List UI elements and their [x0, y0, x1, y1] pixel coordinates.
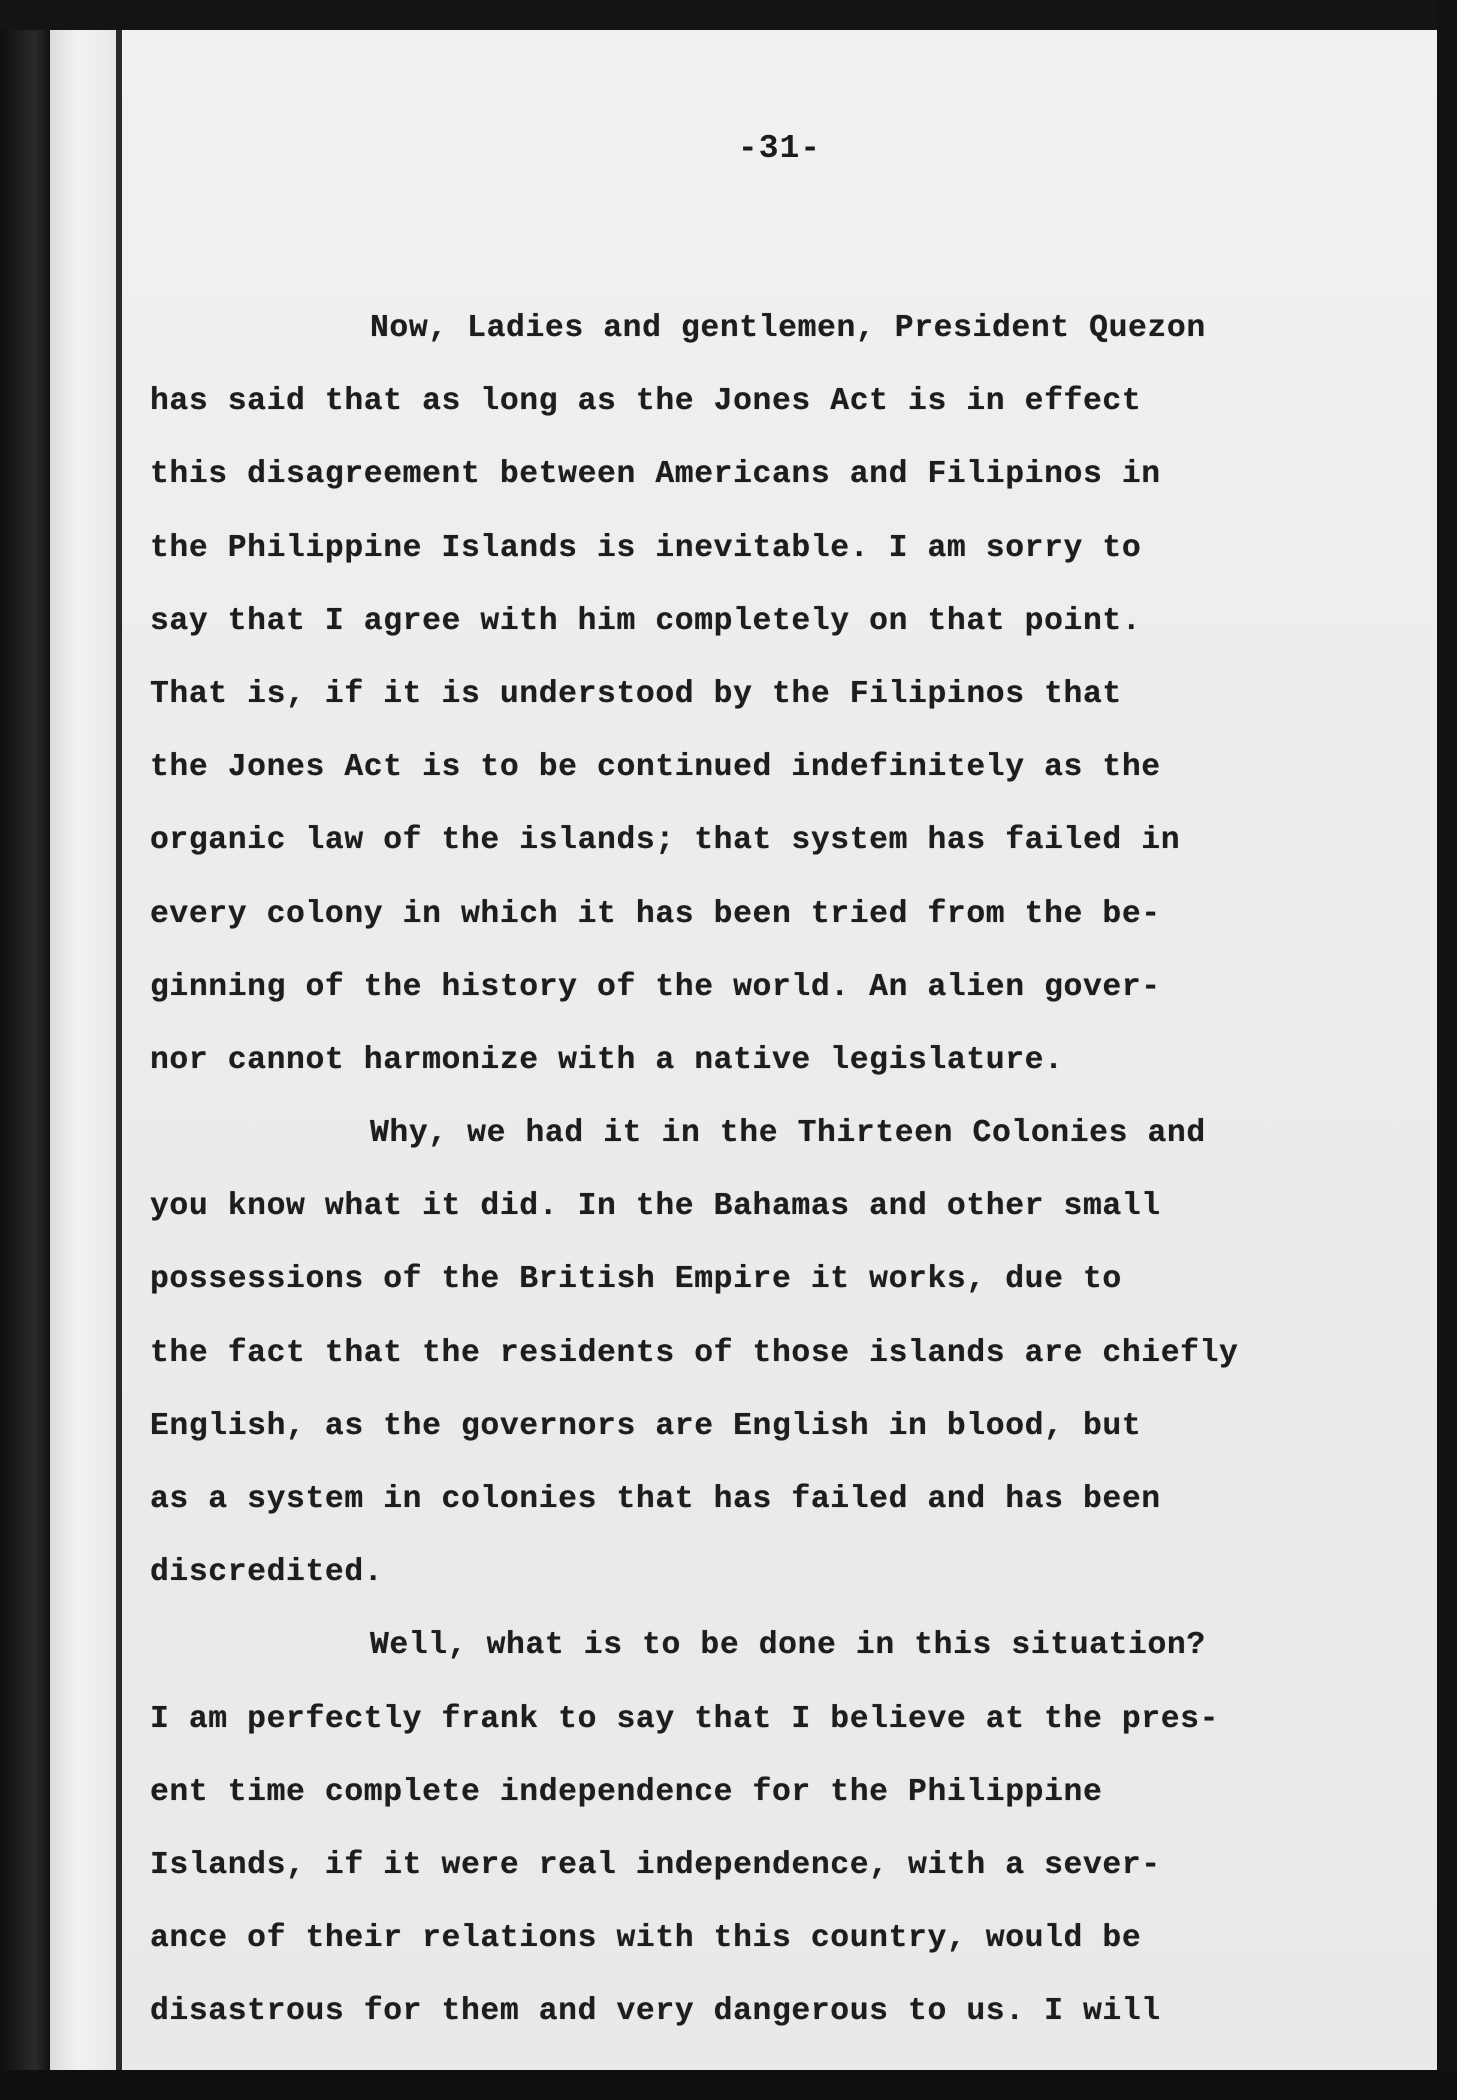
text-line: you know what it did. In the Bahamas and other small — [150, 1189, 1161, 1225]
text-line: ance of their relations with this country, would be — [150, 1921, 1142, 1957]
text-line: as a system in colonies that has failed and has been — [150, 1482, 1161, 1517]
page-margin — [50, 30, 120, 2070]
text-line: the Philippine Islands is inevitable. I am sorry to — [150, 530, 1142, 566]
text-line: Well, what is to be done in this situation? — [370, 1628, 1206, 1664]
document-page — [122, 30, 1437, 2070]
text-line: English, as the governors are English in blood, but — [150, 1408, 1142, 1444]
text-line: say that I agree with him completely on that point. — [150, 603, 1142, 639]
text-line: That is, if it is understood by the Filipinos that — [150, 676, 1122, 712]
text-line: the Jones Act is to be continued indefinitely as the — [150, 750, 1161, 786]
text-line: Why, we had it in the Thirteen Colonies and — [370, 1116, 1206, 1152]
text-line: I am perfectly frank to say that I believe at the pres- — [150, 1701, 1220, 1737]
scan-left-edge — [0, 30, 50, 2080]
text-line: disastrous for them and very dangerous to us. I will — [150, 1994, 1161, 2030]
text-line: every colony in which it has been tried from the be- — [150, 896, 1161, 932]
text-line: discredited. — [150, 1555, 384, 1591]
text-line: the fact that the residents of those islands are chiefly — [150, 1335, 1239, 1371]
text-line: ent time complete independence for the Philippine — [150, 1774, 1103, 1810]
page-number: -31- — [737, 130, 822, 167]
scan-right-edge — [1437, 0, 1457, 2100]
text-line: this disagreement between Americans and Filipinos in — [150, 457, 1161, 493]
text-line: ginning of the history of the world. An alien gover- — [150, 969, 1161, 1005]
text-line: possessions of the British Empire it works, due to — [150, 1262, 1122, 1298]
text-line: Now, Ladies and gentlemen, President Quezon — [370, 311, 1206, 346]
text-line: Islands, if it were real independence, with a sever- — [150, 1847, 1161, 1883]
text-line: has said that as long as the Jones Act is in effect — [150, 384, 1142, 420]
text-line: nor cannot harmonize with a native legislature. — [150, 1042, 1064, 1078]
scan-bottom-edge — [0, 2070, 1457, 2100]
text-line: organic law of the islands; that system has failed in — [150, 823, 1181, 859]
body-text — [150, 292, 1440, 2049]
